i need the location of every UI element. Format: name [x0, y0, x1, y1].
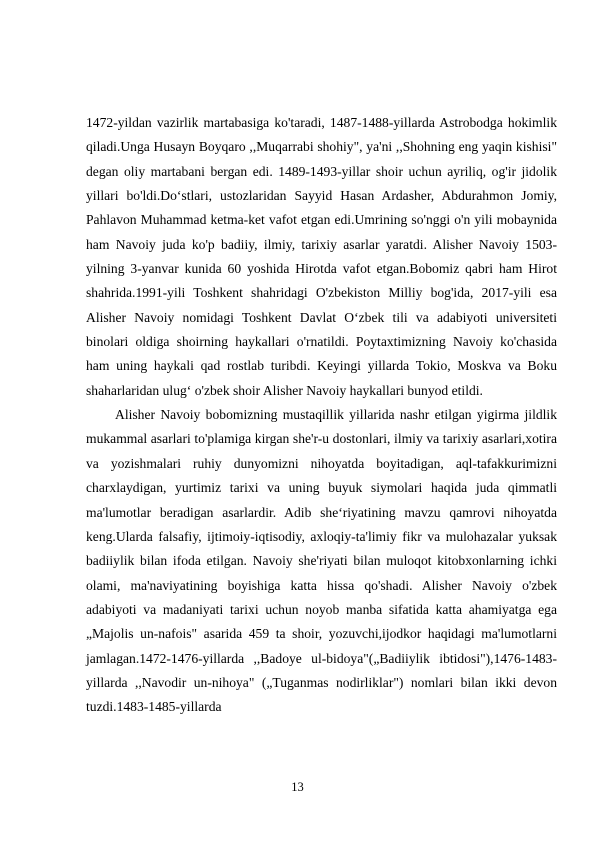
paragraph-navoiy-biography: 1472-yildan vazirlik martabasiga ko'taradi, 1487-1488-yillarda Astrobodga hokimlik qiladi.Unga Husayn Boyqaro ,,Muqarrabi shohiy", ya'ni ,,Shohning eng yaqin kishisi" degan oliy martabani bergan edi. 1489-1493-yillar shoir uchun ayriliq, og'ir jidolik yillari bo'ldi.Do‘stlari, ustozlaridan Sayyid Hasan Ardasher, Abdurahmon Jomiy, Pahlavon Muhammad ketma-ket vafot etgan edi.Umrining so'nggi o'n yili mobaynida ham Navoiy juda ko'p badiiy, ilmiy, tarixiy asarlar yaratdi. Alisher Navoiy 1503-yilning 3-yanvar kunida 60 yoshida Hirotda vafot etgan.Bobomiz qabri ham Hirot shahrida.1991-yili Toshkent shahridagi O'zbekiston Milliy bog'ida, 2017-yili esa Alisher Navoiy nomidagi Toshkent Davlat O‘zbek tili va adabiyoti universiteti binolari oldiga shoirning haykallari o'rnatildi. Poytaxtimizning Navoiy ko'chasida ham uning haykali qad rostlab turibdi. Keyingi yillarda Tokio, Moskva va Boku shaharlaridan ulug‘ o'zbek shoir Alisher Navoiy haykallari bunyod etildi.	[86, 115, 557, 398]
paragraph-navoiy-works: Alisher Navoiy bobomizning mustaqillik yillarida nashr etilgan yigirma jildlik mukammal asarlari to'plamiga kirgan she'r-u dostonlari, ilmiy va tarixiy asarlari,xotira va yozishmalari ruhiy dunyomizni nihoyatda boyitadigan, aql-tafakkurimizni charxlaydigan, yurtimiz tarixi va uning buyuk siymolari haqida juda qimmatli ma'lumotlar beradigan asarlardir. Adib she‘riyatining mavzu qamrovi nihoyatda keng.Ularda falsafiy, ijtimoiy-iqtisodiy, axloqiy-ta'limiy fikr va mulohazalar yuksak badiiylik bilan ifoda etilgan. Navoiy she'riyati bilan muloqot kitobxonlarning ichki olami, ma'naviyatining boyishiga katta hissa qo'shadi. Alisher Navoiy o'zbek adabiyoti va madaniyati tarixi uchun noyob manba sifatida katta ahamiyatga ega „Majolis un-nafois" asarida 459 ta shoir, yozuvchi,ijodkor haqidagi ma'lumotlarni jamlagan.1472-1476-yillarda ,,Badoye ul-bidoya"(„Badiiylik ibtidosi"),1476-1483-yillarda ,,Navodir un-nihoya" („Tuganmas nodirliklar") nomlari bilan ikki devon tuzdi.1483-1485-yillarda	[86, 407, 557, 715]
page-body	[86, 111, 557, 720]
page-number: 13	[291, 780, 304, 794]
